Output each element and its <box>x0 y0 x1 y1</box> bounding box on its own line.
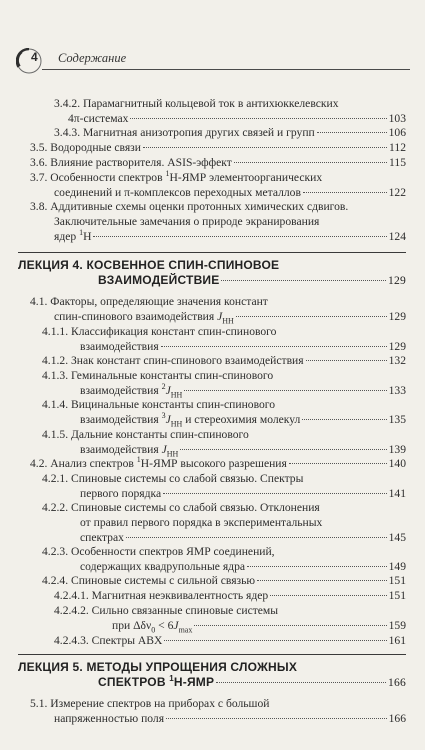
toc-entry[interactable] <box>42 427 406 457</box>
toc-entry-text: СПЕКТРОВ $^1$H-ЯМР <box>98 674 215 689</box>
toc-entry[interactable] <box>42 324 406 354</box>
toc-entry[interactable] <box>30 155 406 170</box>
toc-page-number: 124 <box>388 230 406 243</box>
dot-leader <box>163 493 386 494</box>
dot-leader <box>180 449 386 450</box>
dot-leader <box>93 236 386 237</box>
page-number: 4 <box>31 50 38 64</box>
toc-entry-line: 3.7. Особенности спектров $^1$H-ЯМР элементоорганических <box>30 169 323 184</box>
toc-entry[interactable] <box>54 633 406 648</box>
dot-leader <box>247 566 387 567</box>
toc-entry-text: 4.2.4. Спиновые системы с сильной связью <box>42 574 256 587</box>
dot-leader <box>143 147 387 148</box>
toc-entry[interactable] <box>30 170 406 200</box>
toc-entry-text: 4.2.4.3. Спектры ABX <box>54 634 163 647</box>
toc-page-number: 161 <box>388 634 406 647</box>
toc-entry[interactable] <box>42 544 406 574</box>
dot-leader <box>289 463 387 464</box>
toc-entry-text: взаимодействия $J_{НН}$ <box>80 443 179 459</box>
dot-leader <box>270 595 386 596</box>
toc-entry-line: 4.2.3. Особенности спектров ЯМР соединений, <box>42 545 275 558</box>
toc-entry-line: 3.8. Аддитивные схемы оценки протонных химических сдвигов. <box>30 200 349 213</box>
dot-leader <box>221 280 386 281</box>
toc-entry-text: ядер $^1$H <box>54 228 92 243</box>
toc-page-number: 149 <box>388 560 406 573</box>
toc-entry-text: первого порядка <box>80 487 162 500</box>
toc-page-number: 135 <box>388 413 406 426</box>
toc-entry[interactable] <box>42 368 406 398</box>
toc-entry-line: ЛЕКЦИЯ 4. КОСВЕННОЕ СПИН-СПИНОВОЕ <box>18 258 280 272</box>
toc-page-number: 129 <box>388 310 406 323</box>
toc-entry-text: содержащих квадрупольные ядра <box>80 560 246 573</box>
dot-leader <box>234 162 387 163</box>
toc-entry-text: 4.1.2. Знак констант спин-спинового взаимодействия <box>42 354 304 367</box>
toc-entry-line: 4.1.5. Дальние константы спин-спинового <box>42 428 249 441</box>
toc-entry[interactable] <box>54 603 406 633</box>
toc-entry[interactable] <box>54 125 406 140</box>
toc-entry[interactable] <box>30 294 406 324</box>
toc-entry-text: спин-спинового взаимодействия $J_{НН}$ <box>54 310 234 326</box>
toc-entry[interactable] <box>30 140 406 155</box>
toc-page-number: 145 <box>388 531 406 544</box>
toc-entry-line: 5.1. Измерение спектров на приборах с большой <box>30 697 270 710</box>
toc-entry-text: взаимодействия <box>80 340 159 353</box>
toc-entry-text: 3.4.3. Магнитная анизотропия других связей и групп <box>54 126 315 139</box>
toc-entry[interactable] <box>42 471 406 501</box>
toc-page-number: 106 <box>388 126 406 139</box>
toc-entry-text: 3.6. Влияние растворителя. ASIS-эффект <box>30 156 232 169</box>
dot-leader <box>161 346 387 347</box>
toc-entry-line: 4.2.4.2. Сильно связанные спиновые системы <box>54 604 279 617</box>
toc-entry-text: 4.2.4.1. Магнитная неэквивалентность ядер <box>54 589 269 602</box>
dot-leader <box>166 718 387 719</box>
toc-entry-line: от правил первого порядка в экспериментальных <box>80 516 323 529</box>
toc-entry-text: 4π-системах <box>68 112 129 125</box>
dot-leader <box>236 316 387 317</box>
dot-leader <box>306 360 387 361</box>
toc-entry[interactable] <box>54 96 406 126</box>
dot-leader <box>303 192 387 193</box>
toc-page-number: 103 <box>388 112 406 125</box>
toc-entry[interactable] <box>30 696 406 726</box>
dot-leader <box>126 537 387 538</box>
toc-entry-text: ВЗАИМОДЕЙСТВИЕ <box>98 273 220 287</box>
toc-entry-line: Заключительные замечания о природе экранирования <box>54 215 320 228</box>
toc-page-number: 151 <box>388 574 406 587</box>
toc-page-number: 129 <box>388 340 406 353</box>
toc-entry[interactable] <box>30 199 406 244</box>
dot-leader <box>317 132 387 133</box>
toc-page-number: 166 <box>388 676 406 689</box>
toc-entry-line: ЛЕКЦИЯ 5. МЕТОДЫ УПРОЩЕНИЯ СЛОЖНЫХ <box>18 660 298 674</box>
toc-page-number: 132 <box>388 354 406 367</box>
toc-entry-line: 4.1.3. Геминальные константы спин-спинового <box>42 369 274 382</box>
toc-entry-line: 4.1.4. Вицинальные константы спин-спинового <box>42 398 276 411</box>
dot-leader <box>257 580 387 581</box>
toc-entry[interactable] <box>42 353 406 368</box>
toc-entry-text: спектрах <box>80 531 124 544</box>
toc-entry-line: 4.1.1. Классификация констант спин-спинового <box>42 325 277 338</box>
toc-page-number: 115 <box>389 156 406 169</box>
toc-entry-text: напряженностью поля <box>54 712 165 725</box>
toc-entry-line: 4.2.1. Спиновые системы со слабой связью. Спектры <box>42 472 304 485</box>
toc-page-number: 141 <box>388 487 406 500</box>
toc-page-number: 112 <box>389 141 406 154</box>
toc-entry[interactable] <box>30 456 406 471</box>
toc-page-number: 133 <box>388 384 406 397</box>
toc-page-number: 151 <box>388 589 406 602</box>
toc-entry-text: взаимодействия $^2J_{НН}$ <box>80 382 183 400</box>
toc-page-number: 140 <box>388 457 406 470</box>
toc-entry-text: 3.5. Водородные связи <box>30 141 141 154</box>
toc-entry[interactable] <box>54 588 406 603</box>
lecture-4-divider <box>18 252 406 253</box>
toc-entry-text: при $\Delta\delta\nu_0 < 6J_{max}$ <box>112 619 193 635</box>
toc-entry-text: соединений и π-комплексов переходных металлов <box>54 186 301 199</box>
running-header-title: Содержание <box>58 51 127 65</box>
dot-leader <box>216 682 386 683</box>
toc-entry[interactable] <box>42 573 406 588</box>
dot-leader <box>302 419 386 420</box>
toc-lecture-heading[interactable] <box>18 258 406 288</box>
toc-entry-line: 4.1. Факторы, определяющие значения констант <box>30 295 268 308</box>
toc-page-number: 122 <box>388 186 406 199</box>
toc-entry[interactable] <box>42 397 406 427</box>
toc-lecture-heading[interactable] <box>18 660 406 690</box>
toc-entry-text: взаимодействия $^3J_{НН}$ и стереохимия молекул <box>80 411 301 429</box>
toc-entry-text: 4.2. Анализ спектров $^1$H-ЯМР высокого разрешения <box>30 455 287 470</box>
dot-leader <box>194 625 386 626</box>
dot-leader <box>130 118 386 119</box>
toc-page-number: 159 <box>388 619 406 632</box>
toc-entry-line: 4.2.2. Спиновые системы со слабой связью. Отклонения <box>42 501 320 514</box>
dot-leader <box>184 390 386 391</box>
toc-page-number: 139 <box>388 443 406 456</box>
lecture-5-divider <box>18 654 406 655</box>
dot-leader <box>164 640 386 641</box>
toc-entry[interactable] <box>42 500 406 545</box>
toc-page-number: 166 <box>388 712 406 725</box>
toc-page-number: 129 <box>388 274 406 287</box>
toc-entry-line: 3.4.2. Парамагнитный кольцевой ток в антихюккелевских <box>54 97 339 110</box>
